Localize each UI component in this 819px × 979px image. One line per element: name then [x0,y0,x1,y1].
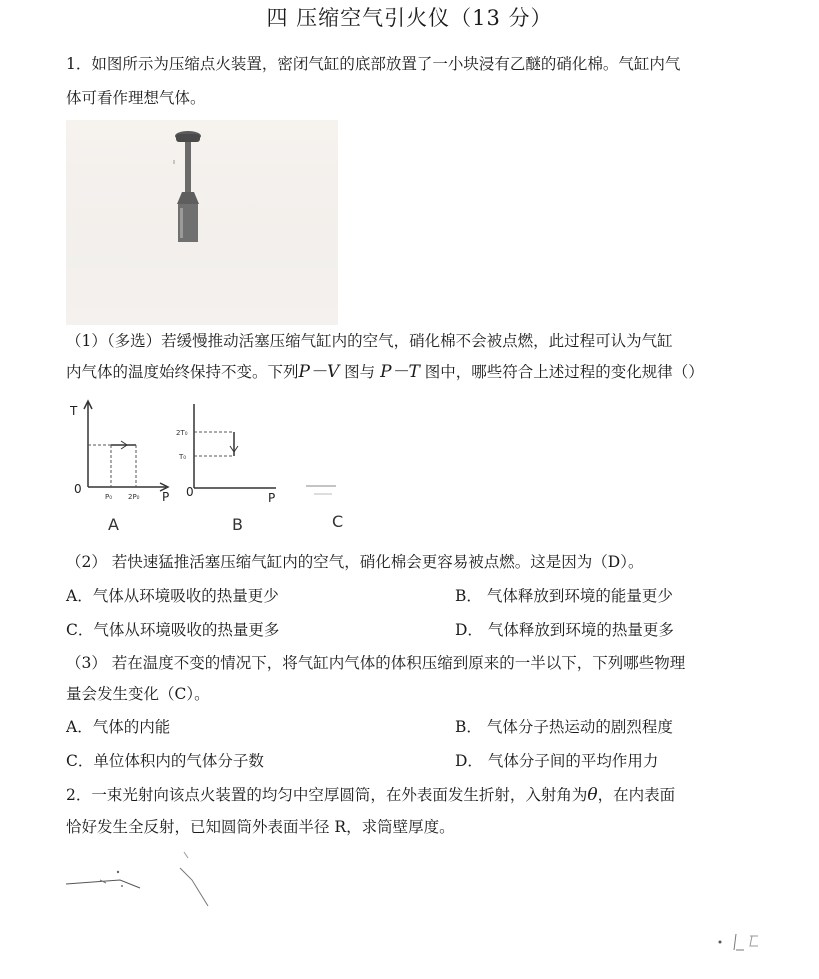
graph-b-origin: 0 [186,485,194,499]
apparatus-photo [66,120,338,325]
q2-line2: 恰好发生全反射，已知圆筒外表面半径 R，求筒壁厚度。 [66,818,455,836]
q1-part2-end: ）。 [620,553,644,571]
q1-part3-option-c[interactable]: C．单位体积内的气体分子数 [66,752,264,770]
compression-igniter-image [66,120,338,325]
graph-a-y-axis: T [70,404,78,418]
q1-part3-option-a[interactable]: A．气体的内能 [66,718,171,736]
graph-b-label: B [232,515,243,534]
q1-part2-option-c[interactable]: C．气体从环境吸收的热量更多 [66,621,280,639]
theta-symbol: θ [587,785,598,805]
graph-b-tick2: T₀ [179,453,187,461]
graph-c-label: C [332,512,344,531]
section-title: 四 压缩空气引火仪（13 分） [266,6,553,30]
graph-a-origin: 0 [74,482,82,496]
pt-label: P－T [380,362,420,382]
q1-part3-line2: 量会发生变化（C）。 [66,685,210,703]
q1-part2-text: （2） 若快速猛推活塞压缩气缸内的空气，硝化棉会更容易被点燃。这是因为（ [66,553,608,571]
graph-b-tick1: 2T₀ [176,429,188,437]
q1-part1-line2-c: 图中，哪些符合上述过程的变化规律（） [419,363,704,381]
pv-label: P－V [298,362,340,382]
q1-part1-line2-b: 图与 [339,363,381,381]
graph-a-tick1: P₀ [105,493,113,501]
q2-line1-b: ，在内表面 [597,786,676,804]
q1-part3-option-b[interactable]: B． 气体分子热运动的剧烈程度 [455,718,673,736]
light-ray-sketch [60,850,230,920]
q1-intro-line2: 体可看作理想气体。 [66,89,206,107]
q2-line1 [66,785,675,805]
q1-part2-answer: D [607,553,621,571]
q1-part3-line1: （3） 若在温度不变的情况下，将气缸内气体的体积压缩到原来的一半以下，下列哪些物理 [66,654,686,672]
q1-part1-line1: （1）（多选）若缓慢推动活塞压缩气缸内的空气，硝化棉不会被点燃，此过程可认为气缸 [66,332,673,350]
q1-part2-option-a[interactable]: A．气体从环境吸收的热量更少 [66,587,279,605]
q2-line1-a: 2．一束光射向该点火装置的均匀中空厚圆筒，在外表面发生折射，入射角为 [66,786,588,804]
q1-part1-line2 [66,362,704,382]
graph-a [66,395,176,505]
graph-b-x-axis: P [268,491,276,505]
graph-a-x-axis: P [162,490,170,504]
graph-a-label: A [108,515,119,534]
corner-marks [714,930,774,954]
q1-part2-option-b[interactable]: B． 气体释放到环境的能量更少 [455,587,673,605]
q1-part2-option-d[interactable]: D． 气体释放到环境的热量更多 [455,621,674,639]
q1-intro-line1: 1．如图所示为压缩点火装置，密闭气缸的底部放置了一小块浸有乙醚的硝化棉。气缸内气 [66,55,681,73]
q1-part1-line2-a: 内气体的温度始终保持不变。下列 [66,363,299,381]
graph-b [176,398,286,508]
graph-c [300,470,350,510]
graph-a-tick2: 2P₀ [128,493,140,501]
q1-part2-line [66,552,644,572]
q1-part3-option-d[interactable]: D． 气体分子间的平均作用力 [455,752,659,770]
